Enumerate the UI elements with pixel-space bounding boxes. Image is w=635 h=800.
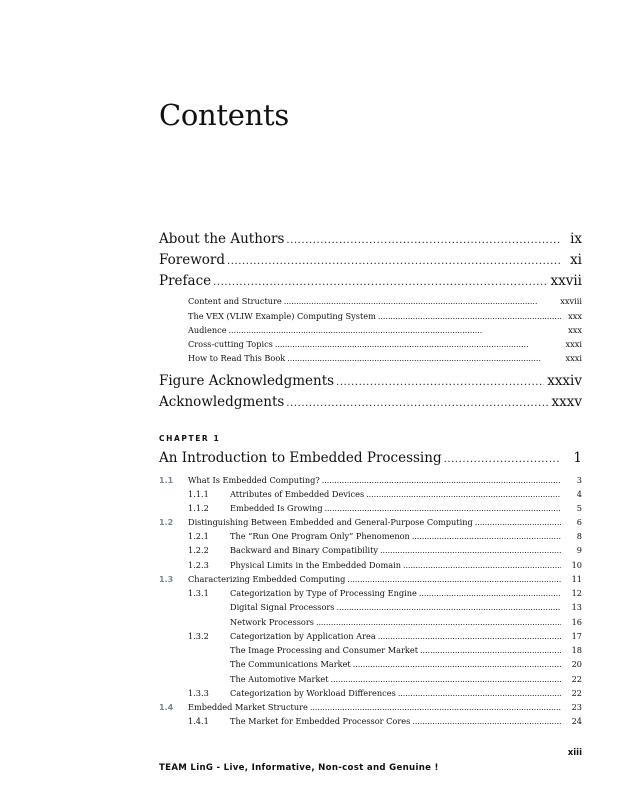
toc-entry-label: The Automotive Market [230, 674, 329, 684]
toc-entry-preface[interactable] [159, 272, 582, 292]
toc-entry-section[interactable] [159, 517, 582, 528]
toc-entry-subsection[interactable] [159, 489, 582, 500]
toc-entry-label: How to Read This Book [188, 353, 286, 363]
toc-entry-page: 17 [571, 631, 582, 641]
toc-entry-page: 22 [571, 674, 582, 684]
toc-entry-label: Distinguishing Between Embedded and General-Purpose Computing [188, 517, 473, 527]
leader-dots [275, 339, 561, 350]
subsection-number: 1.1.2 [188, 503, 209, 513]
page-number: xiii [567, 748, 582, 758]
leader-dots [337, 602, 561, 613]
toc-entry-label: Categorization by Workload Differences [230, 688, 396, 698]
toc-entry-page: 12 [571, 588, 582, 598]
toc-entry-label: Physical Limits in the Embedded Domain [230, 560, 401, 570]
toc-entry-topic[interactable] [159, 659, 582, 670]
toc-entry-page: 4 [576, 489, 582, 499]
toc-entry-page: 24 [571, 716, 582, 726]
toc-entry-page: 20 [571, 659, 582, 669]
toc-entry-label: Content and Structure [188, 296, 282, 306]
toc-entry-page: 18 [571, 645, 582, 655]
toc-entry-label: An Introduction to Embedded Processing [159, 450, 442, 466]
toc-entry-label: Embedded Market Structure [188, 702, 308, 712]
toc-entry-label: Backward and Binary Compatibility [230, 545, 379, 555]
toc-entry-preface-item[interactable] [159, 353, 582, 364]
subsection-number: 1.2.3 [188, 560, 209, 570]
toc-entry-label: The Market for Embedded Processor Cores [230, 716, 411, 726]
toc-entry-chapter-1[interactable] [159, 449, 582, 469]
leader-dots [336, 374, 544, 392]
leader-dots [322, 475, 561, 486]
toc-entry-section[interactable] [159, 702, 582, 713]
toc-entry-topic[interactable] [159, 674, 582, 685]
toc-entry-page: xxx [568, 325, 582, 335]
toc-entry-label: Preface [159, 273, 212, 289]
leader-dots [419, 588, 561, 599]
toc-entry-page: 1 [573, 450, 582, 466]
leader-dots [366, 489, 561, 500]
toc-entry-topic[interactable] [159, 602, 582, 613]
toc-entry-page: xxviii [560, 296, 582, 306]
leader-dots [310, 702, 561, 713]
toc-entry-page: ix [570, 231, 582, 247]
toc-entry-subsection[interactable] [159, 631, 582, 642]
toc-entry-label: Embedded Is Growing [230, 503, 323, 513]
toc-entry-page: 8 [576, 531, 582, 541]
toc-entry-page: 9 [576, 545, 582, 555]
toc-entry-label: Categorization by Type of Processing Engine [230, 588, 417, 598]
toc-entry-label: What Is Embedded Computing? [188, 475, 320, 485]
toc-entry-label: About the Authors [159, 231, 285, 247]
toc-entry-page: 5 [576, 503, 582, 513]
toc-entry-label: The VEX (VLIW Example) Computing System [188, 311, 376, 321]
toc-entry-page: 23 [571, 702, 582, 712]
toc-entry-topic[interactable] [159, 645, 582, 656]
leader-dots [475, 517, 561, 528]
toc-entry-page: 6 [576, 517, 582, 527]
toc-entry-label: Characterizing Embedded Computing [188, 574, 346, 584]
toc-entry-label: Categorization by Application Area [230, 631, 376, 641]
leader-dots [353, 659, 561, 670]
toc-entry-label: The Communications Market [230, 659, 351, 669]
leader-dots [316, 617, 561, 628]
toc-entry-label: The Image Processing and Consumer Market [230, 645, 419, 655]
toc-entry-about-authors[interactable] [159, 230, 582, 250]
toc-entry-topic[interactable] [159, 617, 582, 628]
subsection-number: 1.3.2 [188, 631, 209, 641]
leader-dots [286, 232, 561, 250]
toc-entry-figure-acknowledgments[interactable] [159, 372, 582, 392]
toc-entry-page: xxvii [550, 273, 582, 289]
toc-entry-page: xxxv [551, 394, 582, 410]
toc-entry-subsection[interactable] [159, 503, 582, 514]
toc-entry-page: 3 [576, 475, 582, 485]
toc-entry-page: xi [570, 252, 582, 268]
section-number: 1.3 [159, 575, 174, 584]
toc-entry-section[interactable] [159, 475, 582, 486]
toc-entry-section[interactable] [159, 574, 582, 585]
toc-entry-acknowledgments[interactable] [159, 393, 582, 413]
toc-entry-label: Attributes of Embedded Devices [230, 489, 365, 499]
section-number: 1.4 [159, 703, 174, 712]
leader-dots [403, 560, 561, 571]
leader-dots [378, 311, 561, 322]
leader-dots [213, 274, 547, 292]
toc-entry-label: Network Processors [230, 617, 314, 627]
leader-dots [284, 296, 558, 307]
toc-entry-subsection[interactable] [159, 716, 582, 727]
toc-entry-page: 16 [571, 617, 582, 627]
toc-entry-page: xxxiv [547, 373, 582, 389]
toc-entry-label: Cross-cutting Topics [188, 339, 273, 349]
toc-entry-page: xxxi [565, 339, 582, 349]
toc-entry-subsection[interactable] [159, 688, 582, 699]
leader-dots [227, 253, 561, 271]
toc-entry-label: Acknowledgments [159, 394, 285, 410]
leader-dots [380, 545, 561, 556]
toc-entry-subsection[interactable] [159, 588, 582, 599]
page-title: Contents [159, 98, 289, 132]
toc-entry-preface-item[interactable] [159, 296, 582, 307]
chapter-kicker: CHAPTER 1 [159, 434, 221, 443]
leader-dots [325, 503, 561, 514]
subsection-number: 1.4.1 [188, 716, 209, 726]
section-number: 1.1 [159, 476, 174, 485]
toc-entry-subsection[interactable] [159, 545, 582, 556]
toc-entry-preface-item[interactable] [159, 311, 582, 322]
leader-dots [331, 674, 561, 685]
leader-dots [444, 451, 561, 469]
toc-entry-foreword[interactable] [159, 251, 582, 271]
toc-entry-label: The “Run One Program Only” Phenomenon [230, 531, 410, 541]
leader-dots [229, 325, 561, 336]
leader-dots [398, 688, 561, 699]
toc-entry-page: 13 [571, 602, 582, 612]
section-number: 1.2 [159, 518, 174, 527]
subsection-number: 1.3.3 [188, 688, 209, 698]
toc-entry-page: 10 [571, 560, 582, 570]
toc-entry-label: Figure Acknowledgments [159, 373, 335, 389]
toc-entry-label: Foreword [159, 252, 225, 268]
toc-entry-page: 11 [571, 574, 582, 584]
toc-entry-label: Audience [188, 325, 227, 335]
leader-dots [347, 574, 561, 585]
leader-dots [287, 353, 561, 364]
toc-entry-page: xxxi [565, 353, 582, 363]
toc-entry-preface-item[interactable] [159, 325, 582, 336]
subsection-number: 1.3.1 [188, 588, 209, 598]
leader-dots [286, 395, 548, 413]
subsection-number: 1.1.1 [188, 489, 209, 499]
subsection-number: 1.2.1 [188, 531, 209, 541]
toc-entry-preface-item[interactable] [159, 339, 582, 350]
toc-entry-subsection[interactable] [159, 531, 582, 542]
footer-banner: TEAM LinG - Live, Informative, Non-cost and Genuine ! [159, 763, 439, 773]
leader-dots [378, 631, 561, 642]
toc-entry-page: 22 [571, 688, 582, 698]
subsection-number: 1.2.2 [188, 545, 209, 555]
leader-dots [412, 531, 561, 542]
toc-entry-page: xxx [568, 311, 582, 321]
toc-entry-label: Digital Signal Processors [230, 602, 335, 612]
toc-entry-subsection[interactable] [159, 560, 582, 571]
leader-dots [420, 645, 561, 656]
leader-dots [412, 716, 561, 727]
